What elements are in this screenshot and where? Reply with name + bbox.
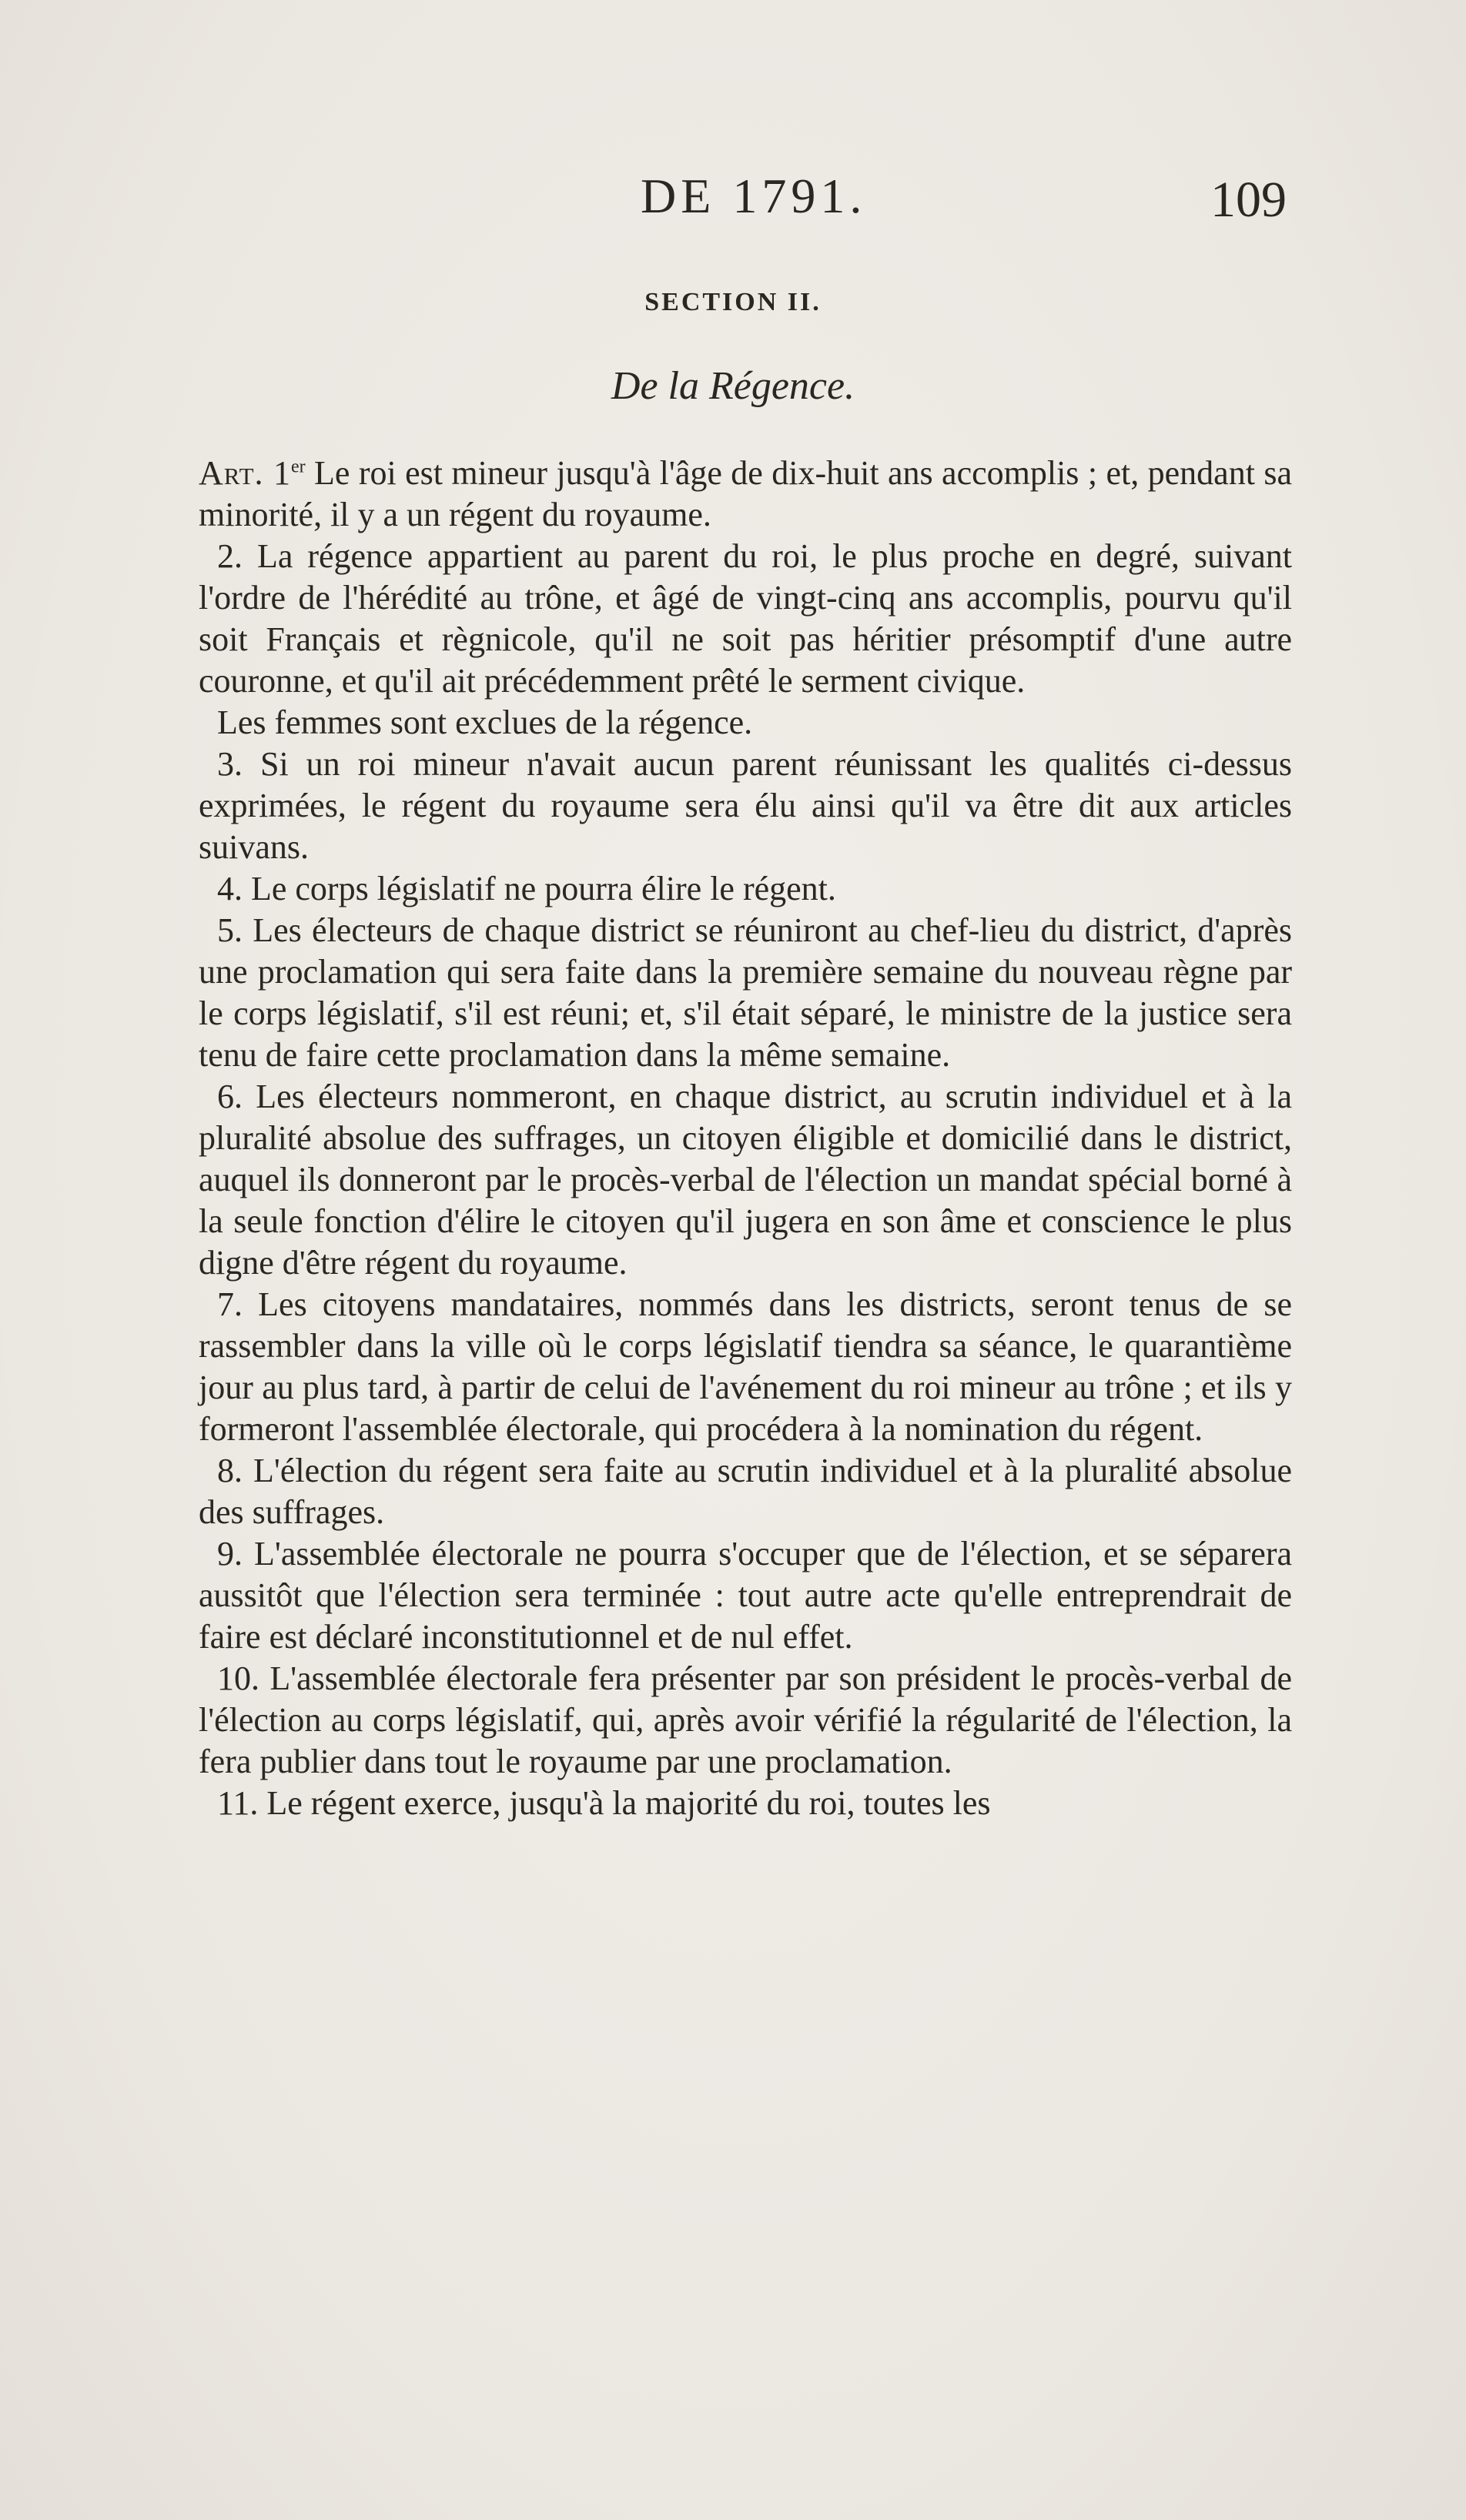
- article-label-superscript: er: [290, 456, 306, 477]
- section-title: De la Régence.: [611, 364, 855, 408]
- article-label: Art. 1: [199, 454, 291, 492]
- article-4: 4. Le corps législatif ne pourra élire le régent.: [217, 870, 836, 907]
- body-text: [199, 453, 1292, 1824]
- page-number: 109: [1210, 172, 1287, 228]
- article-7: 7. Les citoyens mandataires, nommés dans les districts, seront tenus de se rassembler dans la ville où le corps législatif tiendra sa séance, le quarantième jour au plus tard, à partir de celui de l'avénement du roi mineur au trône ; et ils y formeront l'assemblée électorale, qui procédera à la nomination du régent.: [199, 1285, 1292, 1448]
- article-8: 8. L'élection du régent sera faite au scrutin individuel et à la pluralité absolue des suffrages.: [199, 1452, 1292, 1531]
- article-6: 6. Les électeurs nommeront, en chaque district, au scrutin individuel et à la pluralité absolue des suffrages, un citoyen éligible et domicilié dans le district, auquel ils donneront par le procès-verbal de l'élection un mandat spécial borné à la seule fonction d'élire le citoyen qu'il jugera en son âme et conscience le plus digne d'être régent du royaume.: [199, 1078, 1292, 1282]
- article-9: 9. L'assemblée électorale ne pourra s'occuper que de l'élection, et se séparera aussitôt que l'élection sera terminée : tout autre acte qu'elle entreprendrait de faire est déclaré inconstitutionnel et de nul effet.: [199, 1535, 1292, 1656]
- article-5: 5. Les électeurs de chaque district se réuniront au chef-lieu du district, d'après une proclamation qui sera faite dans la première semaine du nouveau règne par le corps législatif, s'il est réuni; et, s'il était séparé, le ministre de la justice sera tenu de faire cette proclamation dans la même semaine.: [199, 911, 1292, 1074]
- article-3: 3. Si un roi mineur n'avait aucun parent réunissant les qualités ci-dessus exprimées, le régent du royaume sera élu ainsi qu'il va être dit aux articles suivans.: [199, 745, 1292, 866]
- article-10: 10. L'assemblée électorale fera présenter par son président le procès-verbal de l'élection au corps législatif, qui, après avoir vérifié la régularité de l'élection, la fera publier dans tout le royaume par une proclamation.: [199, 1659, 1292, 1780]
- section-heading: SECTION II.: [644, 288, 822, 316]
- page-header: [0, 168, 1466, 229]
- running-title: DE 1791.: [641, 169, 867, 223]
- article-text: Le roi est mineur jusqu'à l'âge de dix-huit ans accomplis ; et, pendant sa minorité, il y a un régent du royaume.: [199, 454, 1292, 533]
- article-1: [199, 453, 1292, 536]
- article-2: 2. La régence appartient au parent du roi, le plus proche en degré, suivant l'ordre de l'hérédité au trône, et âgé de vingt-cinq ans accomplis, pourvu qu'il soit Français et règnicole, qu'il ne soit pas héritier présomptif d'une autre couronne, et qu'il ait précédemment prêté le serment civique.: [199, 537, 1292, 700]
- article-11: 11. Le régent exerce, jusqu'à la majorité du roi, toutes les: [217, 1784, 991, 1822]
- article-2-note: Les femmes sont exclues de la régence.: [217, 704, 753, 741]
